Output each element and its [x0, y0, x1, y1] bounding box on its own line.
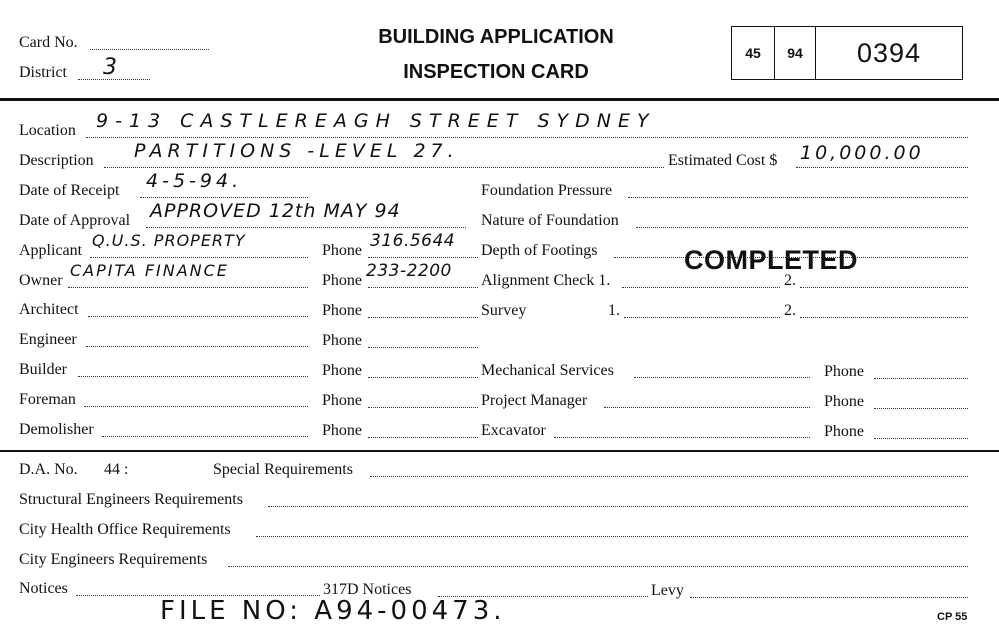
date-of-approval-value: APPROVED 12th MAY 94: [150, 200, 401, 222]
owner-value: CAPITA FINANCE: [70, 261, 229, 280]
header-divider: [0, 98, 999, 101]
demolisher-field[interactable]: [102, 436, 308, 437]
excavator-phone-field[interactable]: [874, 438, 968, 439]
builder-label: Builder: [19, 361, 67, 378]
depth-of-footings-label: Depth of Footings: [481, 242, 598, 259]
survey-2-field[interactable]: [800, 317, 968, 318]
form-code: CP 55: [937, 611, 968, 623]
architect-phone-field[interactable]: [368, 317, 478, 318]
builder-phone-field[interactable]: [368, 377, 478, 378]
alignment-check-label: Alignment Check 1.: [481, 272, 611, 289]
location-value: 9-13 CASTLEREAGH STREET SYDNEY: [96, 110, 656, 132]
engineer-field[interactable]: [86, 346, 308, 347]
project-manager-phone-field[interactable]: [874, 408, 968, 409]
mechanical-phone-field[interactable]: [874, 378, 968, 379]
title-line-2: INSPECTION CARD: [403, 61, 589, 83]
builder-phone-label: Phone: [322, 362, 362, 379]
applicant-value: Q.U.S. PROPERTY: [92, 231, 246, 250]
owner-phone-value: 233-2200: [366, 261, 452, 281]
structural-requirements-label: Structural Engineers Requirements: [19, 491, 243, 508]
survey-1-field[interactable]: [624, 317, 780, 318]
owner-phone-field[interactable]: [368, 287, 478, 288]
owner-field[interactable]: [68, 287, 308, 288]
ref-number: 0394: [856, 37, 922, 68]
nature-of-foundation-label: Nature of Foundation: [481, 212, 619, 229]
mechanical-phone-label: Phone: [824, 363, 864, 380]
date-of-approval-field[interactable]: [146, 227, 466, 228]
estimated-cost-label: Estimated Cost $: [668, 152, 778, 169]
notices-label: Notices: [19, 580, 68, 597]
district-value: 3: [103, 55, 119, 80]
applicant-field[interactable]: [90, 257, 308, 258]
description-field[interactable]: [104, 167, 664, 168]
description-value: PARTITIONS -LEVEL 27.: [134, 140, 459, 162]
excavator-phone-label: Phone: [824, 423, 864, 440]
architect-phone-label: Phone: [322, 302, 362, 319]
project-manager-phone-label: Phone: [824, 393, 864, 410]
structural-requirements-field[interactable]: [268, 506, 968, 507]
reference-number-box: [731, 26, 963, 80]
applicant-phone-value: 316.5644: [370, 231, 456, 251]
survey-label: Survey: [481, 302, 527, 319]
owner-phone-label: Phone: [322, 272, 362, 289]
notices-317d-label: 317D Notices: [323, 581, 412, 598]
project-manager-field[interactable]: [604, 407, 810, 408]
health-requirements-label: City Health Office Requirements: [19, 521, 231, 538]
levy-label: Levy: [651, 582, 684, 599]
location-label: Location: [19, 122, 76, 139]
survey-2-label: 2.: [784, 302, 796, 319]
city-engineers-requirements-label: City Engineers Requirements: [19, 551, 208, 568]
title-line-1: BUILDING APPLICATION: [378, 26, 614, 48]
alignment-check-2-label: 2.: [784, 272, 796, 289]
ref-part-1: 45: [745, 45, 761, 61]
foreman-phone-label: Phone: [322, 392, 362, 409]
engineer-phone-label: Phone: [322, 332, 362, 349]
date-of-receipt-value: 4-5-94.: [146, 170, 243, 192]
excavator-field[interactable]: [554, 437, 810, 438]
estimated-cost-value: 10,000.00: [800, 142, 924, 164]
da-no-label: D.A. No.: [19, 461, 78, 478]
district-label: District: [19, 64, 67, 81]
alignment-check-1-field[interactable]: [622, 287, 780, 288]
foreman-phone-field[interactable]: [368, 407, 478, 408]
completed-stamp: COMPLETED: [684, 245, 859, 275]
owner-label: Owner: [19, 272, 63, 289]
applicant-phone-label: Phone: [322, 242, 362, 259]
demolisher-phone-field[interactable]: [368, 437, 478, 438]
architect-field[interactable]: [88, 316, 308, 317]
foundation-pressure-field[interactable]: [628, 197, 968, 198]
applicant-label: Applicant: [19, 242, 83, 259]
project-manager-label: Project Manager: [481, 392, 588, 409]
excavator-label: Excavator: [481, 422, 546, 439]
applicant-phone-field[interactable]: [368, 257, 478, 258]
builder-field[interactable]: [78, 376, 308, 377]
health-requirements-field[interactable]: [256, 536, 968, 537]
requirements-divider: [0, 450, 999, 452]
date-of-receipt-field[interactable]: [140, 197, 308, 198]
city-engineers-requirements-field[interactable]: [228, 566, 968, 567]
foreman-label: Foreman: [19, 391, 76, 408]
ref-part-2: 94: [787, 45, 803, 61]
date-of-receipt-label: Date of Receipt: [19, 182, 120, 199]
card-no-field[interactable]: [90, 49, 209, 50]
estimated-cost-field[interactable]: [796, 167, 968, 168]
special-requirements-label: Special Requirements: [213, 461, 353, 478]
mechanical-services-field[interactable]: [634, 377, 810, 378]
demolisher-phone-label: Phone: [322, 422, 362, 439]
location-field[interactable]: [86, 137, 968, 138]
levy-field[interactable]: [690, 597, 968, 598]
date-of-approval-label: Date of Approval: [19, 212, 131, 229]
mechanical-services-label: Mechanical Services: [481, 362, 614, 379]
foreman-field[interactable]: [84, 406, 308, 407]
engineer-label: Engineer: [19, 331, 77, 348]
survey-1-label: 1.: [608, 302, 620, 319]
special-requirements-field[interactable]: [370, 476, 968, 477]
demolisher-label: Demolisher: [19, 421, 94, 438]
nature-of-foundation-field[interactable]: [636, 227, 968, 228]
engineer-phone-field[interactable]: [368, 347, 478, 348]
architect-label: Architect: [19, 301, 79, 318]
description-label: Description: [19, 152, 94, 169]
card-no-label: Card No.: [19, 34, 78, 51]
foundation-pressure-label: Foundation Pressure: [481, 182, 613, 199]
da-no-value: 44 :: [104, 461, 129, 478]
file-number: FILE NO: A94-00473.: [160, 596, 506, 626]
alignment-check-2-field[interactable]: [800, 287, 968, 288]
